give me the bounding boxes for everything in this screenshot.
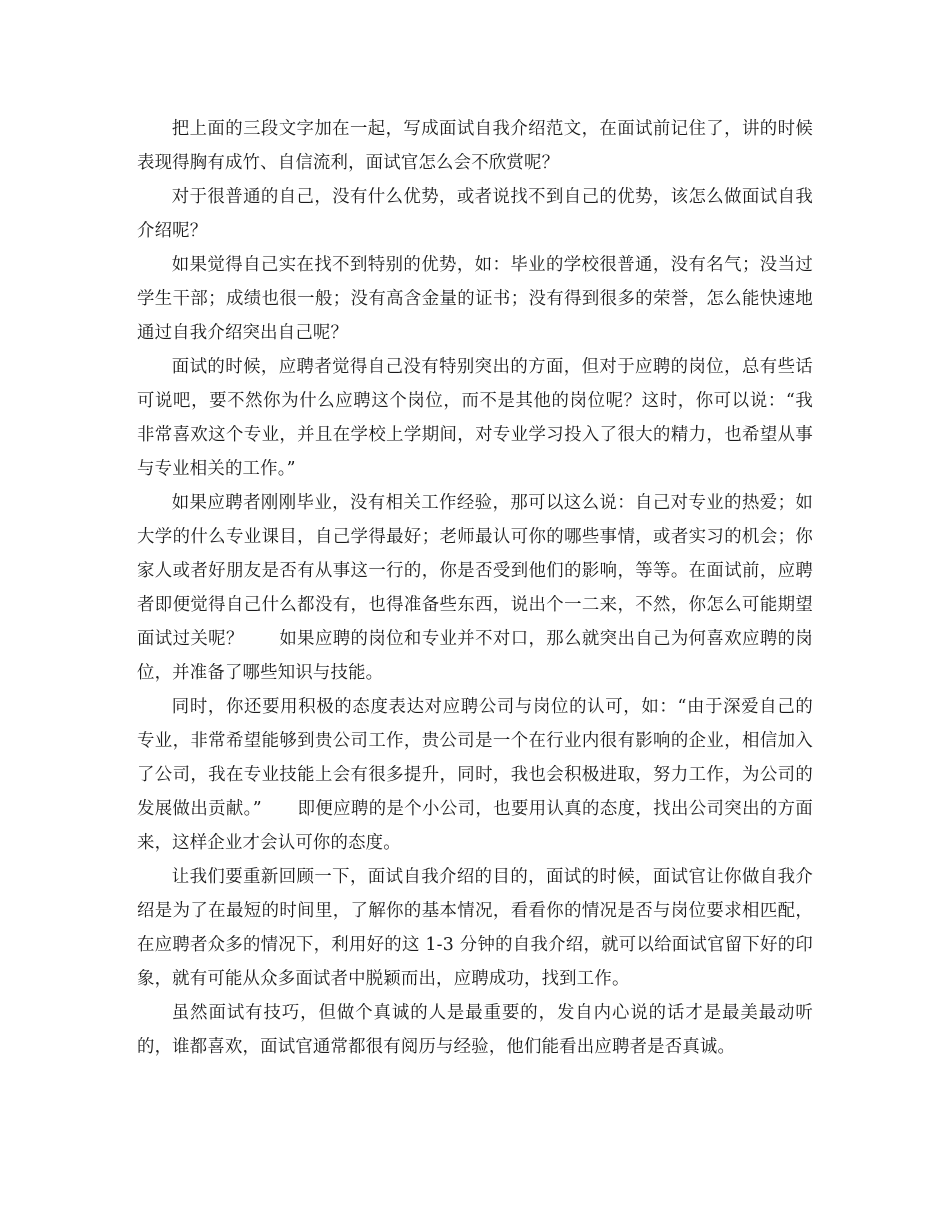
document-page	[137, 112, 813, 1064]
paragraph-1: 把上面的三段文字加在一起，写成面试自我介绍范文，在面试前记住了，讲的时候表现得胸有成竹、自信流利，面试官怎么会不欣赏呢？	[137, 119, 813, 173]
paragraph-6: 同时，你还要用积极的态度表达对应聘公司与岗位的认可，如：“由于深爱自己的专业，非常希望能够到贵公司工作，贵公司是一个在行业内很有影响的企业，相信加入了公司，我在专业技能上会有很多提升，同时，我也会积极进取，努力工作，为公司的发展做出贡献。” 即便应聘的是个小公司，也要用认真的态度，找出公司突出的方面来，这样企业才会认可你的态度。	[137, 697, 813, 853]
paragraph-4: 面试的时候，应聘者觉得自己没有特别突出的方面，但对于应聘的岗位，总有些话可说吧，要不然你为什么应聘这个岗位，而不是其他的岗位呢？这时，你可以说：“我非常喜欢这个专业，并且在学校上学期间，对专业学习投入了很大的精力，也希望从事与专业相关的工作。”	[137, 357, 813, 479]
paragraph-7: 让我们要重新回顾一下，面试自我介绍的目的，面试的时候，面试官让你做自我介绍是为了在最短的时间里，了解你的基本情况，看看你的情况是否与岗位要求相匹配，在应聘者众多的情况下，利用好的这 1-3 分钟的自我介绍，就可以给面试官留下好的印象，就有可能从众多面试者中脱颖而出，应聘成功，找到工作。	[137, 867, 813, 989]
paragraph-2: 对于很普通的自己，没有什么优势，或者说找不到自己的优势，该怎么做面试自我介绍呢？	[137, 187, 813, 241]
paragraph-5: 如果应聘者刚刚毕业，没有相关工作经验，那可以这么说：自己对专业的热爱；如大学的什么专业课目，自己学得最好；老师最认可你的哪些事情，或者实习的机会；你家人或者好朋友是否有从事这一行的，你是否受到他们的影响，等等。在面试前，应聘者即便觉得自己什么都没有，也得准备些东西，说出个一二来，不然，你怎么可能期望面试过关呢？ 如果应聘的岗位和专业并不对口，那么就突出自己为何喜欢应聘的岗位，并准备了哪些知识与技能。	[137, 493, 813, 683]
paragraph-3: 如果觉得自己实在找不到特别的优势，如：毕业的学校很普通，没有名气；没当过学生干部；成绩也很一般；没有高含金量的证书；没有得到很多的荣誉，怎么能快速地通过自我介绍突出自己呢？	[137, 255, 813, 343]
paragraph-8: 虽然面试有技巧，但做个真诚的人是最重要的，发自内心说的话才是最美最动听的，谁都喜欢，面试官通常都很有阅历与经验，他们能看出应聘者是否真诚。	[137, 1003, 813, 1057]
